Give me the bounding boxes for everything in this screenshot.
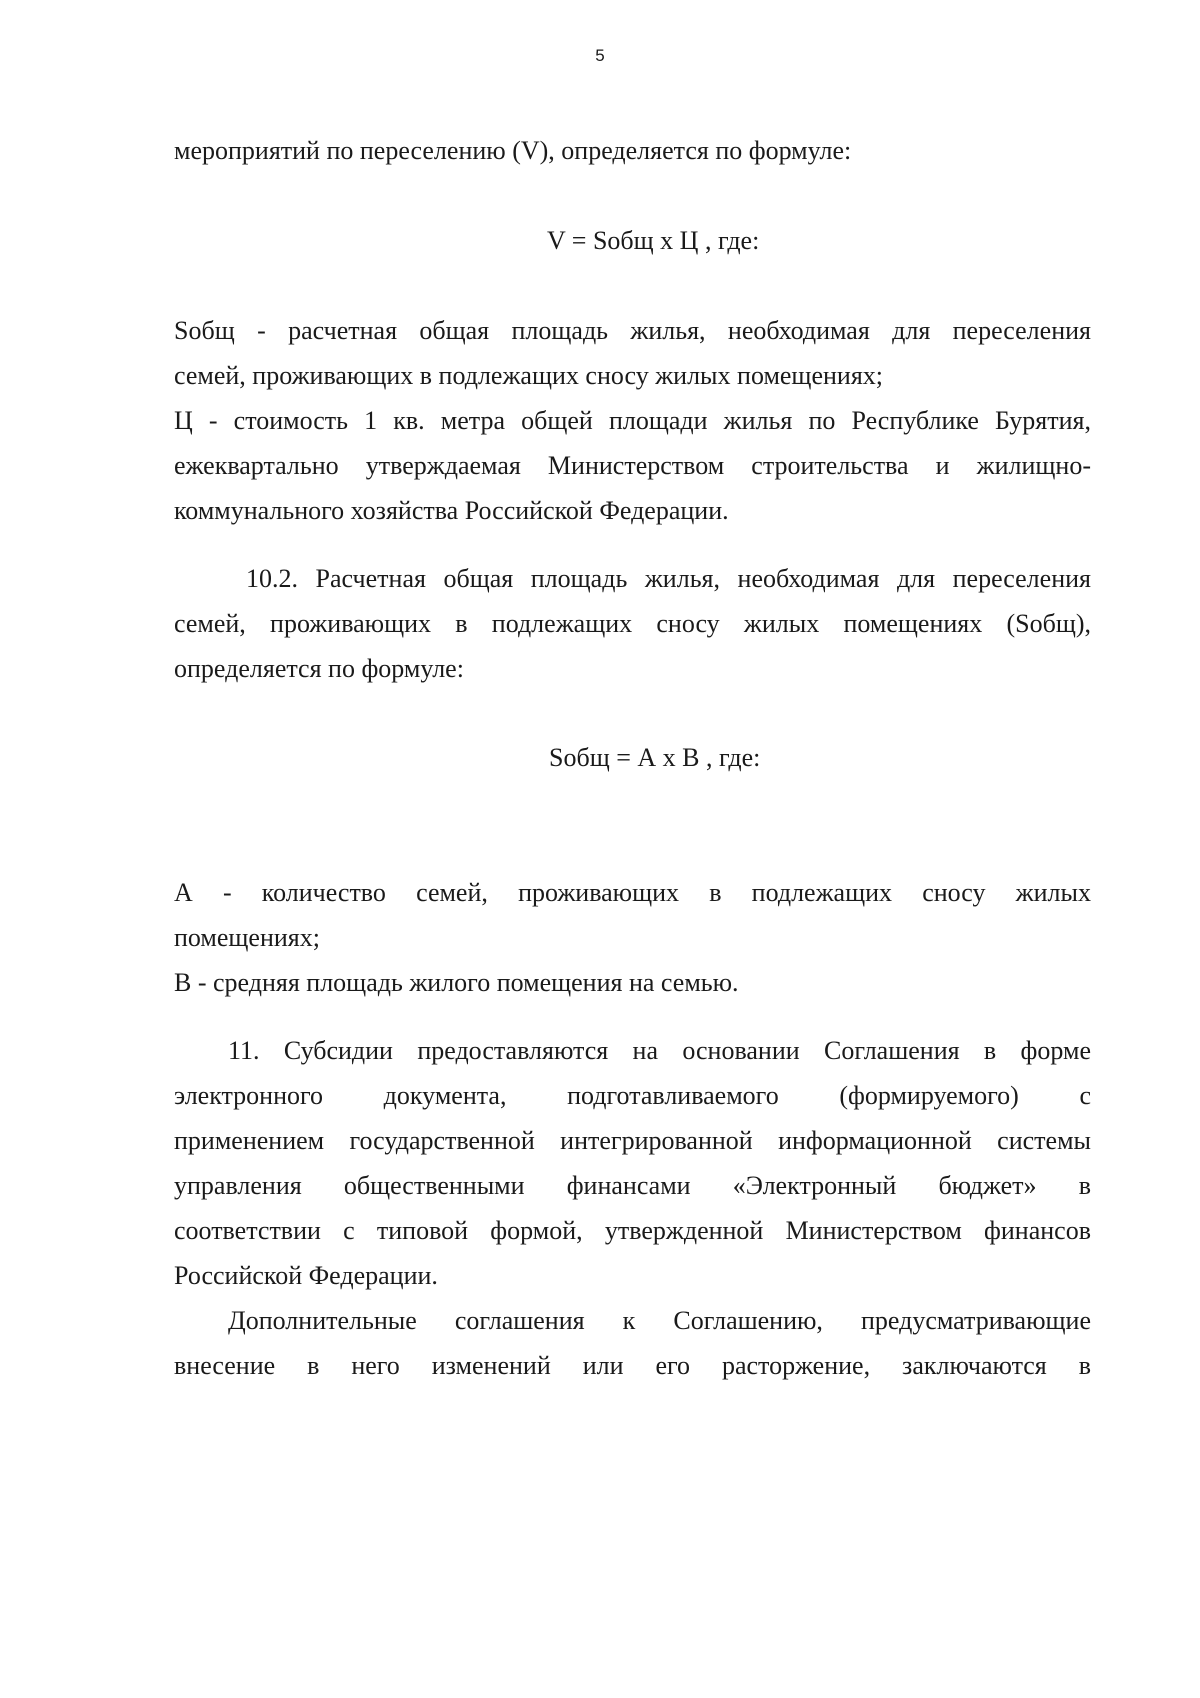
paragraph-line: управления общественными финансами «Электронный бюджет» в [174, 1171, 1091, 1200]
definition-line: А - количество семей, проживающих в подлежащих сносу жилых [174, 878, 1091, 907]
definition-line: помещениях; [174, 923, 320, 952]
page-number: 5 [595, 46, 605, 65]
paragraph-line: применением государственной интегрированной информационной системы [174, 1126, 1091, 1155]
definition-line: Ц - стоимость 1 кв. метра общей площади жилья по Республике Бурятия, [174, 406, 1091, 435]
paragraph-line: 11. Субсидии предоставляются на основании Соглашения в форме [228, 1036, 1091, 1065]
paragraph-line: 10.2. Расчетная общая площадь жилья, необходимая для переселения [246, 564, 1091, 593]
paragraph-line: определяется по формуле: [174, 654, 464, 683]
formula-volume: V = Sобщ x Ц , где: [547, 226, 760, 255]
definition-line: семей, проживающих в подлежащих сносу жилых помещениях; [174, 361, 884, 390]
formula-area: Sобщ = А x В , где: [549, 743, 761, 772]
paragraph-line: внесение в него изменений или его расторжение, заключаются в [174, 1351, 1091, 1380]
paragraph-line: Дополнительные соглашения к Соглашению, предусматривающие [228, 1306, 1091, 1335]
definition-line: В - средняя площадь жилого помещения на семью. [174, 968, 739, 997]
definition-line: коммунального хозяйства Российской Федерации. [174, 496, 729, 525]
paragraph-line: семей, проживающих в подлежащих сносу жилых помещениях (Sобщ), [174, 609, 1091, 638]
continuation-line: мероприятий по переселению (V), определяется по формуле: [174, 136, 852, 165]
definition-line: Sобщ - расчетная общая площадь жилья, необходимая для переселения [174, 316, 1091, 345]
definition-line: ежеквартально утверждаемая Министерством строительства и жилищно- [174, 451, 1091, 480]
paragraph-line: электронного документа, подготавливаемого (формируемого) с [174, 1081, 1091, 1110]
paragraph-line: Российской Федерации. [174, 1261, 438, 1290]
paragraph-line: соответствии с типовой формой, утвержденной Министерством финансов [174, 1216, 1091, 1245]
